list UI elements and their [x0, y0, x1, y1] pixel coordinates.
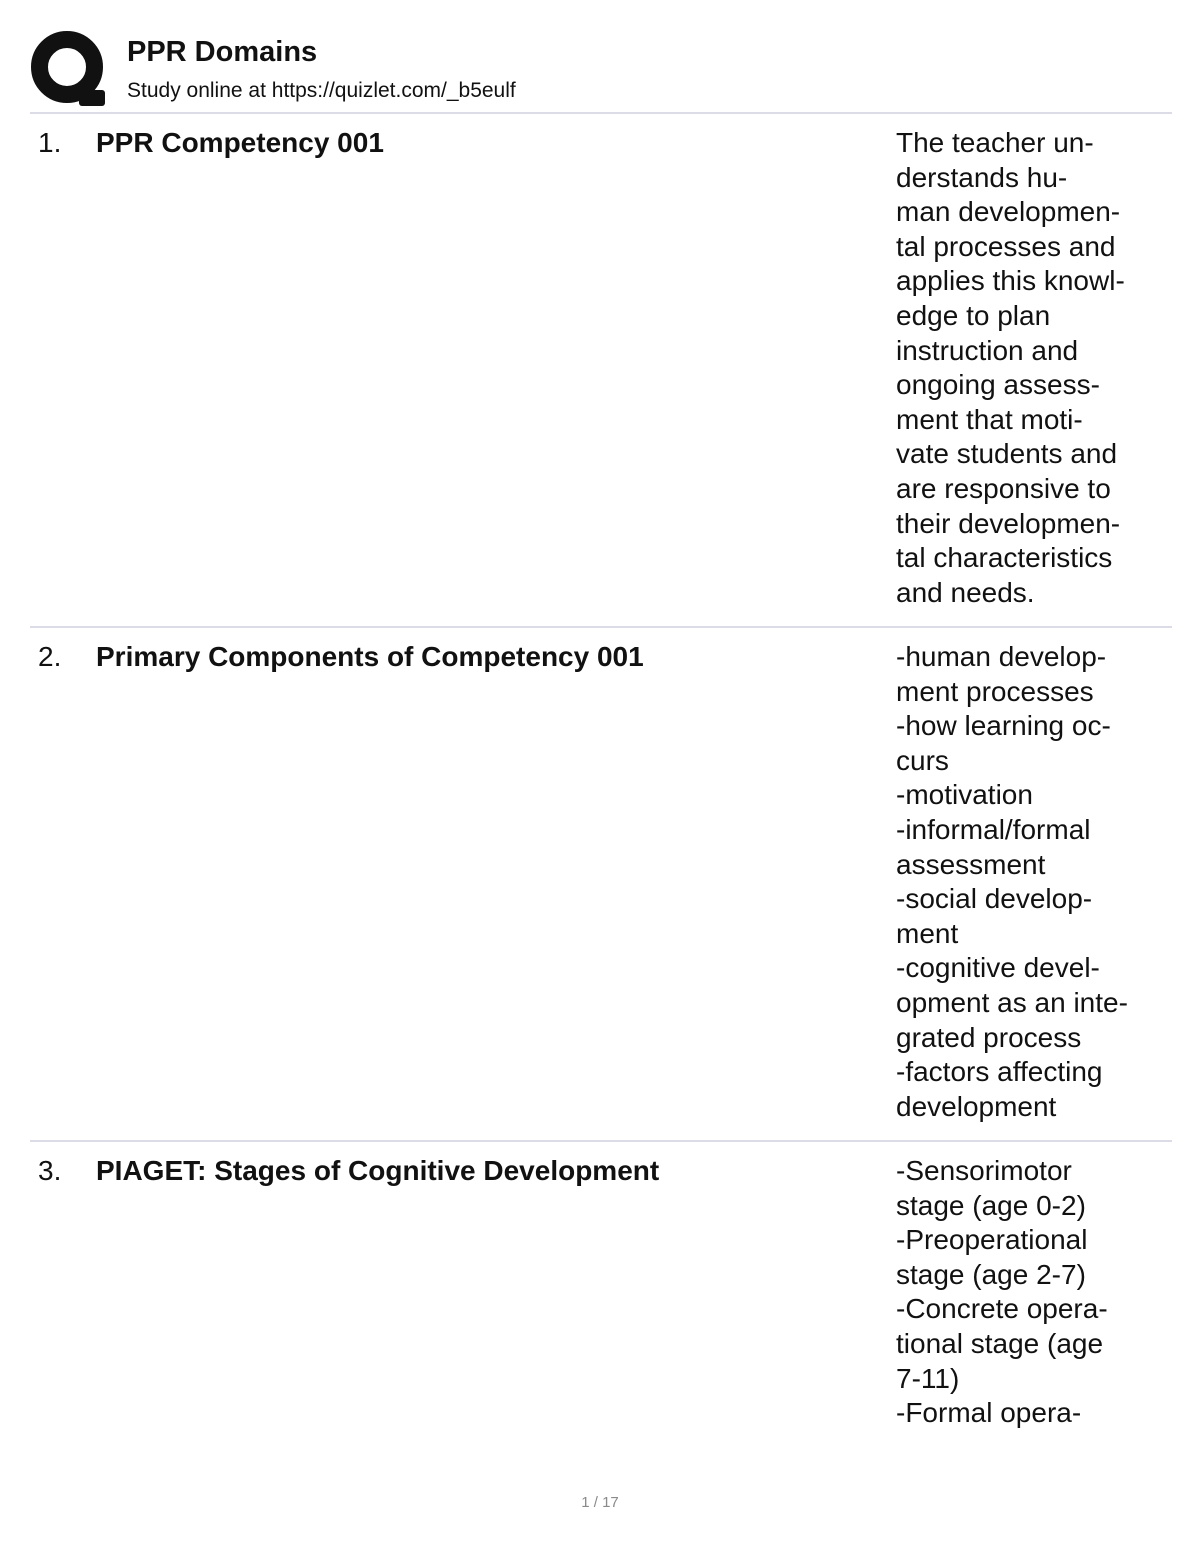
page-header [30, 28, 1172, 114]
definition-line: -Preoperational [896, 1224, 1088, 1256]
card-term: Primary Components of Competency 001 [96, 641, 644, 672]
definition-line: ongoing assess- [896, 369, 1100, 401]
definition-line: instruction and [896, 334, 1079, 366]
definition-line: edge to plan [896, 299, 1051, 331]
definition-line: tal characteristics [896, 542, 1113, 574]
set-title: PPR Domains [127, 36, 318, 68]
card-definition [896, 126, 1166, 610]
definition-line: opment as an inte- [896, 986, 1128, 1018]
definition-line: their developmen- [896, 507, 1121, 539]
definition-line: assessment [896, 848, 1046, 880]
study-online-link[interactable]: Study online at https://quizlet.com/_b5eulf [127, 79, 516, 102]
definition-line: -informal/formal [896, 813, 1091, 845]
card-number: 2. [38, 641, 62, 672]
card-number: 3. [38, 1155, 62, 1186]
card-divider [30, 626, 1172, 628]
card-number: 1. [38, 127, 62, 158]
definition-line: development [896, 1090, 1057, 1122]
definition-line: -Formal opera- [896, 1397, 1082, 1429]
definition-line: -factors affecting [896, 1056, 1103, 1088]
flashcard-3 [38, 1154, 1172, 1444]
quizlet-logo-icon [30, 30, 108, 108]
definition-line: -Sensorimotor [896, 1155, 1072, 1186]
definition-line: derstands hu- [896, 161, 1068, 193]
flashcard-2 [38, 640, 1172, 1130]
definition-line: -social develop- [896, 883, 1093, 915]
definition-line: ment [896, 917, 959, 949]
definition-line: tal processes and [896, 230, 1116, 262]
definition-line: tional stage (age [896, 1327, 1104, 1359]
definition-line: man developmen- [896, 196, 1121, 228]
definition-line: 7-11) [896, 1362, 960, 1394]
definition-line: ment processes [896, 675, 1094, 707]
definition-line: -how learning oc- [896, 710, 1111, 742]
definition-line: vate students and [896, 438, 1118, 470]
definition-line: and needs. [896, 576, 1035, 608]
definition-line: curs [896, 744, 949, 776]
definition-line: stage (age 2-7) [896, 1258, 1086, 1290]
card-term: PPR Competency 001 [96, 127, 384, 158]
definition-line: -Concrete opera- [896, 1293, 1108, 1325]
definition-line: -human develop- [896, 641, 1107, 672]
header-divider [30, 112, 1172, 114]
definition-line: ment that moti- [896, 403, 1083, 435]
definition-line: stage (age 0-2) [896, 1189, 1086, 1221]
definition-line: The teacher un- [896, 127, 1094, 158]
card-divider [30, 1140, 1172, 1142]
page-indicator: 1 / 17 [581, 1494, 619, 1511]
card-definition [896, 640, 1166, 1124]
definition-line: -cognitive devel- [896, 952, 1100, 984]
definition-line: are responsive to [896, 472, 1111, 504]
definition-line: grated process [896, 1021, 1082, 1053]
flashcard-1 [38, 126, 1172, 616]
card-term: PIAGET: Stages of Cognitive Development [96, 1155, 660, 1186]
definition-line: -motivation [896, 779, 1033, 811]
card-definition [896, 1154, 1166, 1431]
definition-line: applies this knowl- [896, 265, 1125, 297]
